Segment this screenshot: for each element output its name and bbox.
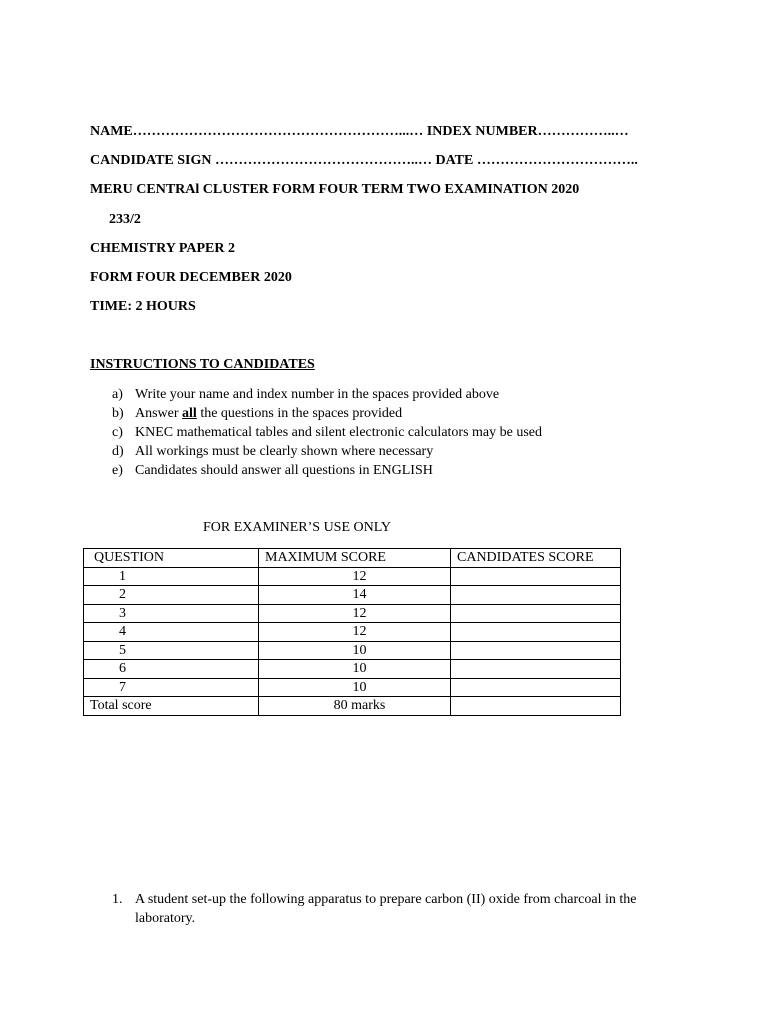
max-score: 10 [259,678,451,697]
max-score: 12 [259,623,451,642]
question-number: 5 [84,641,259,660]
instruction-text [135,404,402,423]
instructions-title: INSTRUCTIONS TO CANDIDATES [90,357,315,372]
instruction-marker: c) [112,425,123,440]
instruction-marker: b) [112,406,124,421]
instruction-text: Write your name and index number in the spaces provided above [135,387,500,402]
table-row [84,586,621,605]
score-table [83,548,621,716]
header-question: QUESTION [84,549,259,568]
question-1-number: 1. [112,892,123,907]
max-score: 12 [259,567,451,586]
question-number: 7 [84,678,259,697]
instruction-emphasis: all [182,406,197,421]
instruction-item [112,423,542,442]
question-number: 3 [84,604,259,623]
max-score: 10 [259,660,451,679]
table-row [84,567,621,586]
exam-title: MERU CENTRAl CLUSTER FORM FOUR TERM TWO EXAMINATION 2020 [90,182,580,197]
subject-title: CHEMISTRY PAPER 2 [90,241,235,256]
total-max: 80 marks [259,697,451,716]
max-score: 12 [259,604,451,623]
instruction-text-post: the questions in the spaces provided [196,406,403,421]
question-number: 2 [84,586,259,605]
question-1-text: A student set-up the following apparatus to prepare carbon (II) oxide from charcoal in the laboratory. [135,892,637,926]
candidate-score-cell [451,567,621,586]
header-candidates-score: CANDIDATES SCORE [451,549,621,568]
time-allowed: TIME: 2 HOURS [90,299,196,314]
question-number: 4 [84,623,259,642]
candidate-score-cell [451,604,621,623]
instructions-list [112,385,542,480]
max-score: 14 [259,586,451,605]
table-row [84,604,621,623]
name-index-line: NAME…………………………………………………...… INDEX NUMBER……………..… [90,124,629,139]
instruction-text: KNEC mathematical tables and silent electronic calculators may be used [135,425,543,440]
instruction-text: All workings must be clearly shown where necessary [135,444,434,459]
instruction-item [112,442,542,461]
total-score-cell [451,697,621,716]
candidate-score-cell [451,641,621,660]
sign-date-line: CANDIDATE SIGN ……………………………………..… DATE …………………………….. [90,153,638,168]
question-number: 6 [84,660,259,679]
instruction-marker: d) [112,444,124,459]
instruction-item [112,404,542,423]
question-1 [112,890,680,928]
instruction-item [112,385,542,404]
table-row [84,641,621,660]
instruction-item [112,461,542,480]
total-row [84,697,621,716]
table-row [84,678,621,697]
max-score: 10 [259,641,451,660]
total-label: Total score [84,697,259,716]
question-number: 1 [84,567,259,586]
examiner-use-title: FOR EXAMINER’S USE ONLY [203,520,391,535]
table-row [84,623,621,642]
candidate-score-cell [451,660,621,679]
paper-code: 233/2 [109,212,141,227]
form-date: FORM FOUR DECEMBER 2020 [90,270,292,285]
candidate-score-cell [451,586,621,605]
table-header-row [84,549,621,568]
table-row [84,660,621,679]
instruction-text-pre: Answer [135,406,183,421]
header-maximum-score: MAXIMUM SCORE [259,549,451,568]
candidate-score-cell [451,678,621,697]
instruction-marker: e) [112,463,123,478]
instruction-text: Candidates should answer all questions in ENGLISH [135,463,433,478]
instruction-marker: a) [112,387,123,402]
candidate-score-cell [451,623,621,642]
